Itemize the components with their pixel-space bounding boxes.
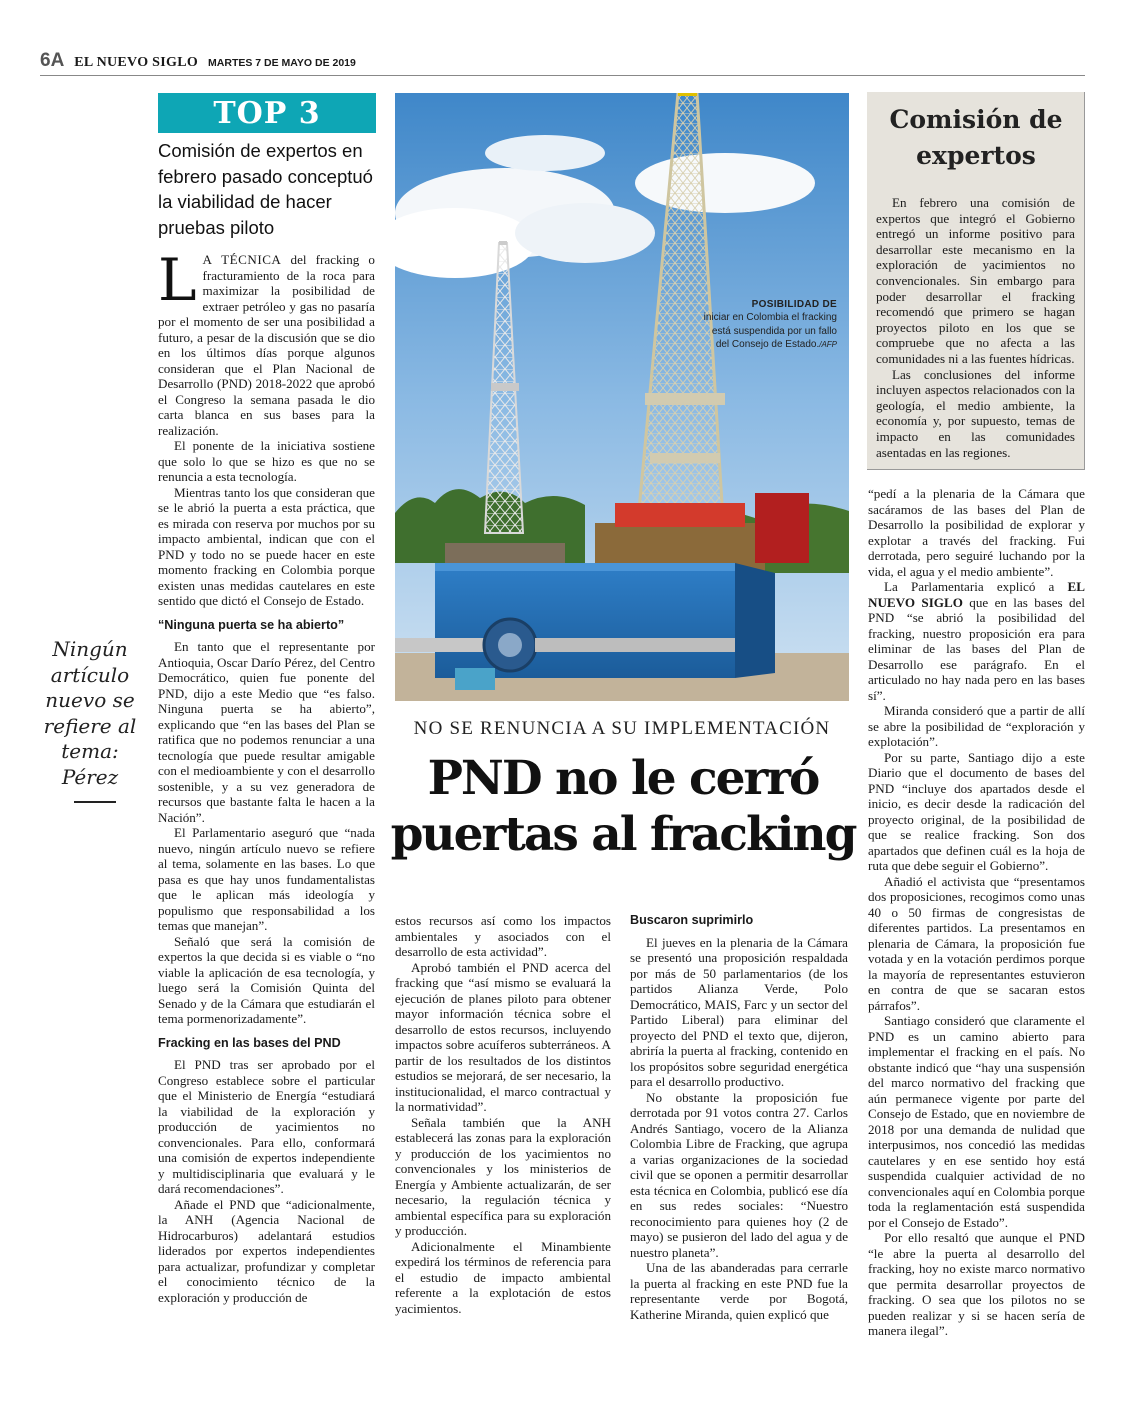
paragraph: Santiago consideró que claramente el PND es un camino abierto para implementar el fracking en el país. No obstante indicó que “hay una suspensión del marco normativo del fracking que aún permanece vigente por parte del Consejo de Estado, que en noviembre de 2018 por una demanda de nulidad que interpusimos, nos concedió las medidas cautelares y en ese sentido hoy está suspendida cualquier actividad de no convencionales aquí en Colombia porque toda la reglamentación está suspendida por el Consejo de Estado”. [868, 1013, 1085, 1230]
text-run: que en las bases del PND “se abrió la posibilidad del fracking, nuestro proposición era para eliminar de las bases del Plan de Desarrollo ese parágrafo. En el articulado no hay nada pero en las bases sí”. [868, 594, 1085, 703]
sidebar-paragraph: En febrero una comisión de expertos que integró el Gobierno entregó un informe positivo para desarrollar este mecanismo en la exploración de yacimientos no convencionales. Sin embargo para poder desarrollar el fracking recomendó que primero se hagan proyectos piloto en los que se compruebe que no afecta a las comunidades ni a las fuentes hídricas. [876, 195, 1075, 366]
pull-quote: Ningún artículo nuevo se refiere al tema: Pérez [43, 637, 137, 789]
subhead-fracking-bases: Fracking en las bases del PND [158, 1035, 341, 1050]
issue-date: MARTES 7 DE MAYO DE 2019 [208, 57, 356, 69]
paragraph: El jueves en la plenaria de la Cámara se presentó una proposición respaldada por más de 50 parlamentarios (de los partidos Alianza Verde, Polo Democrático, MAIS, Farc y un sector del Partido Liberal) para eliminar del proyecto del PND el texto que, dijeron, abriría la puerta al fracking, contenido en los propósitos sobre seguridad energética para el desarrollo productivo. [630, 934, 848, 1089]
lead-text: del fracking o fracturamiento de la roca para maximizar la posibilidad de extraer petróleo y gas no pasaría por el momento de ser una posibilidad a futuro, a pesar de la discusión que se dio en los últimos días porque algunos consideran que el Plan Nacional de Desarrollo (PND) 2018-2022 que aprobó el Congreso la semana pasada le dio carta blanca en sus bases para la realización. [158, 252, 375, 438]
pull-quote-rule [74, 801, 116, 803]
paragraph [868, 579, 1085, 703]
paragraph: Señaló que será la comisión de expertos la que decida si es viable o “no viable la aplicación de esa tecnología, y luego será la Comisión Quinta del Senado y de la Cámara que estudiarán el tema pormenorizadamente”. [158, 933, 375, 1026]
paragraph: Mientras tanto los que consideran que se le abrió la puerta a esta práctica, que es mirada con reserva por muchos por su impacto ambiental, indican que con el PND y todo no se puede hacer en este momento fracking en Colombia porque existen unas medidas cautelares en este sentido que dictó el Consejo de Estado. [158, 484, 375, 608]
rig-illustration [395, 93, 849, 701]
paragraph: Adicionalmente el Minambiente expedirá los términos de referencia para el estudio de impacto ambiental referente a la explotación de estos yacimientos. [395, 1238, 611, 1316]
photo-caption [700, 298, 837, 352]
page-header [40, 50, 1085, 72]
article-column-1 [158, 246, 375, 1305]
paragraph: “pedí a la plenaria de la Cámara que sacáramos de las bases del Plan de Desarrollo la posibilidad de explorar y explotar a través del fracking. Fui derrotada, pero seguiré luchando por la vida, el agua y el medio ambiente”. [868, 486, 1085, 579]
lead-paragraph [158, 246, 375, 438]
page-number: 6A [40, 50, 65, 71]
paragraph: Miranda consideró que a partir de allí se abre la posibilidad de “exploración y explotación”. [868, 703, 1085, 749]
paragraph: En tanto que el representante por Antioquia, Oscar Darío Pérez, del Centro Democrático, quien fue ponente del PND, dijo a este Medio que “es falso. Ninguna puerta se ha abierto”, explicando que “en las bases del Plan se ratifica que no podemos renunciar a una tecnología que puede resultar amigable con el medioambiente y con el desarrollo sostenible, y a su vez generadora de recursos que bastante falta le hacen a la Nación”. [158, 639, 375, 825]
article-column-2 [395, 913, 611, 1316]
subhead-ninguna-puerta: “Ninguna puerta se ha abierto” [158, 617, 345, 632]
top3-kicker: Comisión de expertos en febrero pasado conceptuó la viabilidad de hacer pruebas piloto [158, 140, 373, 238]
photo-credit: /AFP [819, 340, 837, 350]
headline-overline: NO SE RENUNCIA A SU IMPLEMENTACIÓN [413, 718, 831, 739]
article-column-4 [868, 486, 1085, 1339]
paragraph: El Parlamentario aseguró que “nada nuevo, ningún artículo nuevo se refiere al tema, solamente en las bases. Lo que pasa es que hay unos fundamentalistas que le aplican más ideología y populismo que responsabilidad a los temas que manejan”. [158, 825, 375, 933]
paragraph: Añadió el activista que “presentamos dos proposiciones, recogimos como unas 40 o 50 firmas de congresistas de diferentes partidos. La presentamos en plenaria de Cámara, la proposición fue votada y en la votación perdimos porque la mayoría de representantes estuvieron en contra de que se sacaran estos párrafos”. [868, 873, 1085, 1013]
sidebar-title: Comisión de expertos [889, 105, 1063, 170]
headline: PND no le cerró puertas al fracking [390, 751, 856, 862]
paragraph: No obstante la proposición fue derrotada por 91 votos contra 27. Carlos Andrés Santiago, vocero de la Alianza Colombia Libre de Fracking, que agrupa a varias organizaciones de la sociedad civil que se oponen a permitir desarrollar esta técnica en Colombia, publicó ese día en sus redes sociales: “Nuestro reconocimiento para quienes hoy (2 de mayo) se pusieron del lado del agua y de nuestro planeta”. [630, 1089, 848, 1260]
paragraph: El ponente de la iniciativa sostiene que solo lo que se hizo es que no se renuncia a esta tecnología. [158, 438, 375, 484]
paragraph: Por su parte, Santiago dijo a este Diario que el documento de bases del PND “incluye dos apartados desde el inicio, es decir desde la radicación del proyecto original, de la posibilidad de que se realice fracking. Son dos apartados que definen cuál es la hoja de ruta que debe seguir el Gobierno”. [868, 749, 1085, 873]
subhead-buscaron-suprimirlo: Buscaron suprimirlo [630, 913, 754, 927]
paragraph: Añade el PND que “adicionalmente, la ANH (Agencia Nacional de Hidrocarburos) adelantará estudios liderados por expertos independientes para actualizar, profundizar y completar el conocimiento técnico de la exploración y producción de [158, 1196, 375, 1305]
sidebar-box [867, 92, 1085, 470]
top3-label: TOP 3 [213, 95, 321, 131]
text-run: La Parlamentaria explicó a [884, 579, 1068, 594]
caption-text: iniciar en Colombia el fracking está suspendida por un fallo del Consejo de Estado. [703, 312, 837, 351]
publication-name: EL NUEVO SIGLO [74, 55, 199, 70]
paragraph: Por ello resaltó que aunque el PND “le abre la puerta al desarrollo del fracking, hoy no existe marco normativo que permita desarrollar proyectos de fracking. O sea que los pilotos no se pueden realizar y si se hacen sería de manera ilegal”. [868, 1230, 1085, 1338]
top3-banner [158, 93, 376, 133]
sidebar-paragraph: Las conclusiones del informe incluyen aspectos relacionados con la geología, el medio ambiente, la economía y, por supuesto, temas de impacto en las comunidades asentadas en las regiones. [876, 366, 1075, 460]
drilling-rig-photo [395, 93, 849, 701]
lead-smallcaps: A TÉCNICA [202, 252, 282, 267]
drop-cap: L [158, 246, 197, 314]
article-column-3 [630, 913, 848, 1322]
sidebar-body [876, 195, 1075, 460]
publication-mention: EL NUEVO SIGLO [868, 579, 1085, 610]
caption-lead: POSIBILIDAD DE [751, 299, 837, 310]
paragraph: estos recursos así como los impactos ambientales y asociados con el desarrollo de esta actividad”. [395, 913, 611, 959]
paragraph: Aprobó también el PND acerca del fracking que “así mismo se evaluará la ejecución de planes piloto para obtener mayor información técnica sobre el desarrollo de estos recursos, incluyendo impactos sobre acuíferos subterráneos. A partir de los resultados de los distintos estudios se mejorará, de ser necesario, la institucionalidad, el marco contractual y la normatividad”. [395, 959, 611, 1114]
paragraph: El PND tras ser aprobado por el Congreso establece sobre el particular que el Ministerio de Energía “estudiará la viabilidad de la exploración y producción de yacimientos no convencionales. Para ello, conformará una comisión de expertos independiente y multidisciplinaria que evaluará y le dará recomendaciones”. [158, 1057, 375, 1196]
paragraph: Una de las abanderadas para cerrarle la puerta al fracking en este PND fue la representante verde por Bogotá, Katherine Miranda, quien explicó que [630, 1260, 848, 1322]
paragraph: Señala también que la ANH establecerá las zonas para la exploración y producción de los yacimientos no convencionales y los ministerios de Energía y Ambiente actualizarán, de ser necesario, la regulación técnica y ambiental específica para su exploración y producción. [395, 1114, 611, 1238]
header-divider [40, 75, 1085, 76]
